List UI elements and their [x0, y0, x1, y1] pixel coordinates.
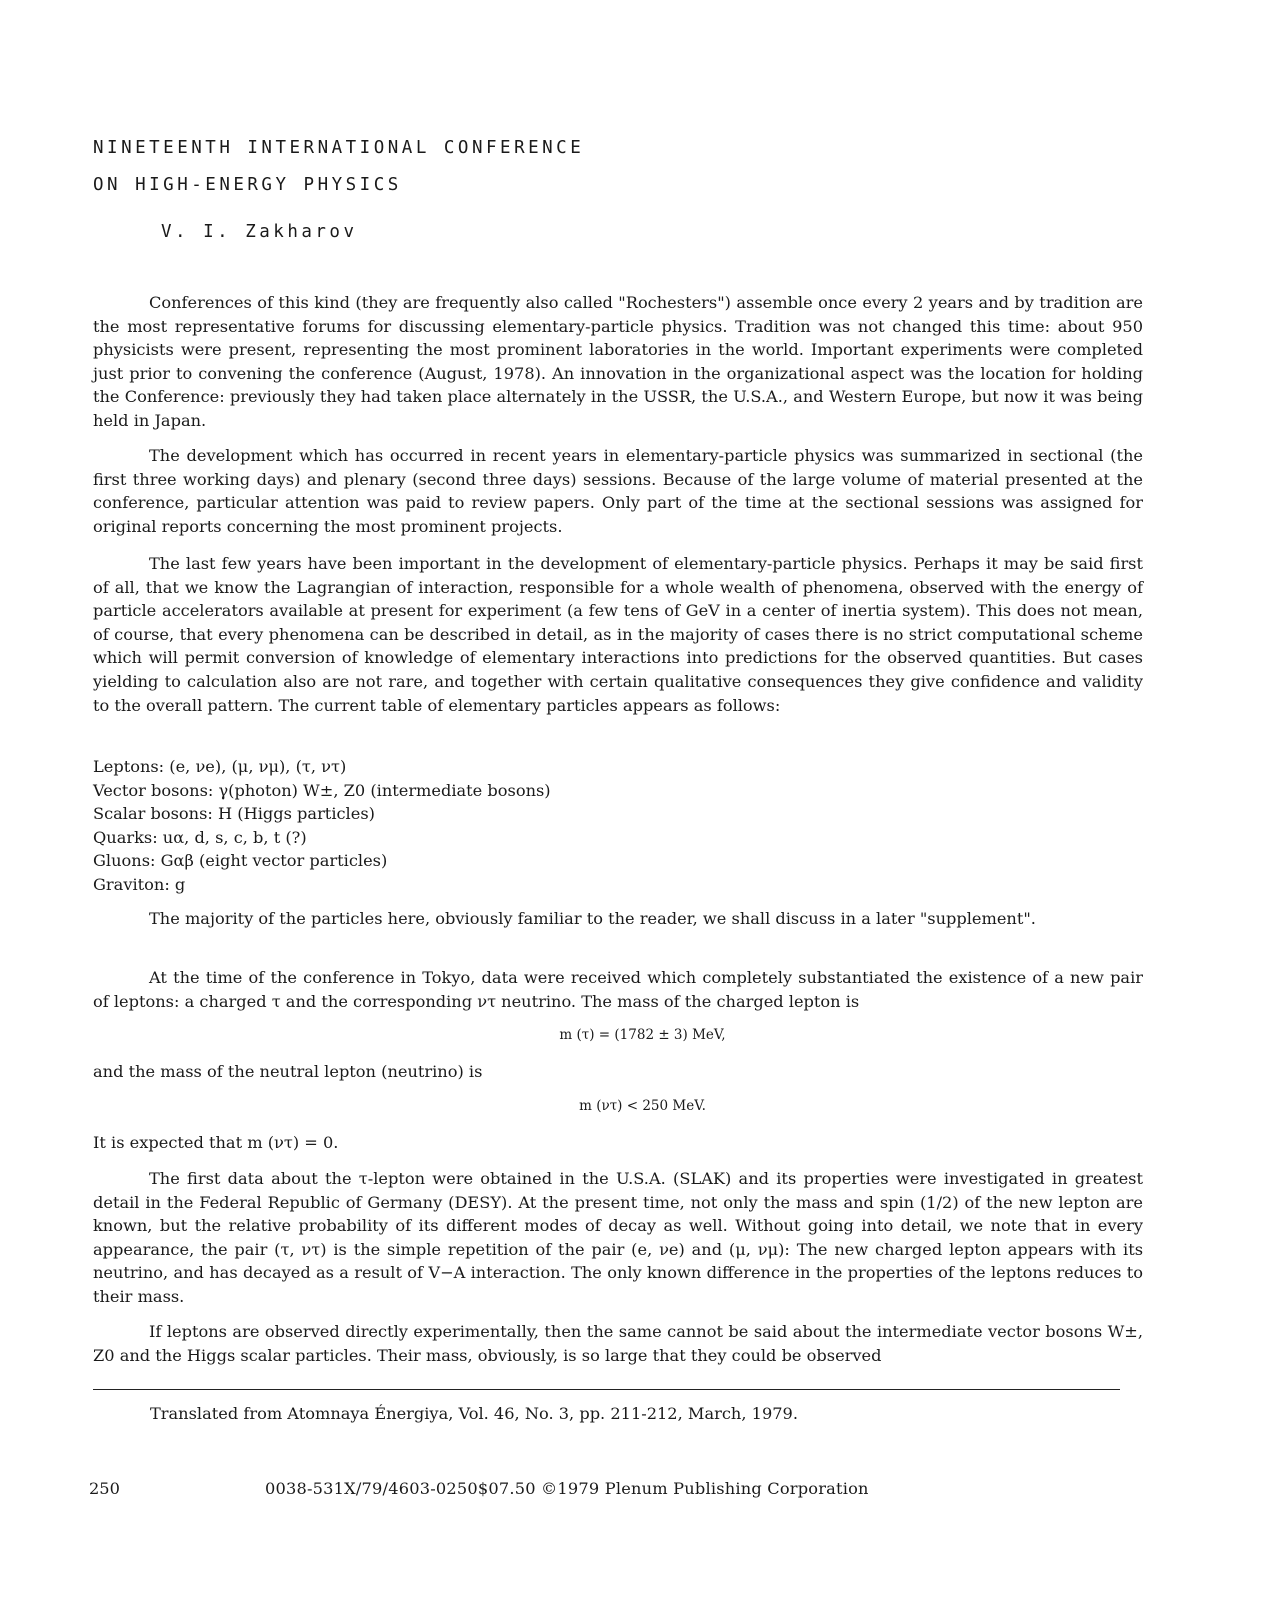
paragraph-7: If leptons are observed directly experimentally, then the same cannot be said about the intermediate vector bosons W±, Z0 and the Higgs scalar particles. Their mass, obviously, is so large that they could be observed [93, 1322, 1143, 1365]
conference-title-line-1: NINETEENTH INTERNATIONAL CONFERENCE [93, 138, 585, 158]
particle-table-gluons: Gluons: Gαβ (eight vector particles) [93, 851, 388, 871]
paragraph-1: Conferences of this kind (they are frequently also called "Rochesters") assemble once every 2 years and by tradition are the most representative forums for discussing elementary-particle physics. Tradition was not changed this time: about 950 physicists were present, representing the most prominent laboratories in the world. Important experiments were completed just prior to convening the conference (August, 1978). An innovation in the organizational aspect was the location for holding the Conference: previously they had taken place alternately in the USSR, the U.S.A., and Western Europe, but now it was being held in Japan. [93, 293, 1143, 430]
particle-table-graviton: Graviton: g [93, 874, 186, 894]
paragraph-6: The first data about the τ-lepton were obtained in the U.S.A. (SLAK) and its properties were investigated in greatest detail in the Federal Republic of Germany (DESY). At the present time, not only the mass and spin (1/2) of the new lepton are known, but the relative probability of its different modes of decay as well. Without going into detail, we note that in every appearance, the pair (τ, ντ) is the simple repetition of the pair (e, νe) and (μ, νμ): The new charged lepton appears with its neutrino, and has decayed as a result of V−A interaction. The only known difference in the properties of the leptons reduces to their mass. [93, 1169, 1143, 1306]
page-number: 250 [89, 1479, 120, 1498]
paragraph-4: The majority of the particles here, obviously familiar to the reader, we shall discuss in a later "supplement". [149, 909, 1036, 928]
particle-table-scalar-bosons: Scalar bosons: H (Higgs particles) [93, 804, 375, 824]
paragraph-3: The last few years have been important in the development of elementary-particle physics. Perhaps it may be said first of all, that we know the Lagrangian of interaction, responsible for a whole wealth of phenomena, observed with the energy of particle accelerators available at present for experiment (a few tens of GeV in a center of inertia system). This does not mean, of course, that every phenomena can be described in detail, as in the majority of cases there is no strict computational scheme which will permit conversion of knowledge of elementary interactions into predictions for the observed quantities. But cases yielding to calculation also are not rare, and together with certain qualitative consequences they give confidence and validity to the overall pattern. The current table of elementary particles appears as follows: [93, 554, 1143, 715]
particle-table-vector-bosons: Vector bosons: γ(photon) W±, Z0 (intermediate bosons) [93, 780, 551, 800]
neutrino-mass-equation: m (ντ) < 250 MeV. [579, 1098, 706, 1114]
author-name: V. I. Zakharov [161, 222, 358, 242]
footnote-divider [93, 1389, 1120, 1390]
neutrino-mass-intro: and the mass of the neutral lepton (neutrino) is [93, 1062, 483, 1081]
expected-neutrino-mass: It is expected that m (ντ) = 0. [93, 1133, 339, 1152]
particle-table-quarks: Quarks: uα, d, s, c, b, t (?) [93, 827, 307, 847]
paragraph-2: The development which has occurred in recent years in elementary-particle physics was summarized in sectional (the first three working days) and plenary (second three days) sessions. Because of the large volume of material presented at the conference, particular attention was paid to review papers. Only part of the time at the sectional sessions was assigned for original reports concerning the most prominent projects. [93, 446, 1143, 536]
tau-mass-equation: m (τ) = (1782 ± 3) MeV, [559, 1027, 726, 1043]
paragraph-5: At the time of the conference in Tokyo, data were received which completely substantiated the existence of a new pair of leptons: a charged τ and the corresponding ντ neutrino. The mass of the charged lepton is [93, 968, 1143, 1011]
conference-title-line-2: ON HIGH-ENERGY PHYSICS [93, 175, 402, 195]
translation-footnote: Translated from Atomnaya Énergiya, Vol. 46, No. 3, pp. 211-212, March, 1979. [150, 1404, 798, 1423]
particle-table [93, 755, 551, 897]
particle-table-leptons: Leptons: (e, νe), (μ, νμ), (τ, ντ) [93, 757, 347, 776]
publication-info: 0038-531X/79/4603-0250$07.50 ©1979 Plenum Publishing Corporation [265, 1479, 869, 1498]
